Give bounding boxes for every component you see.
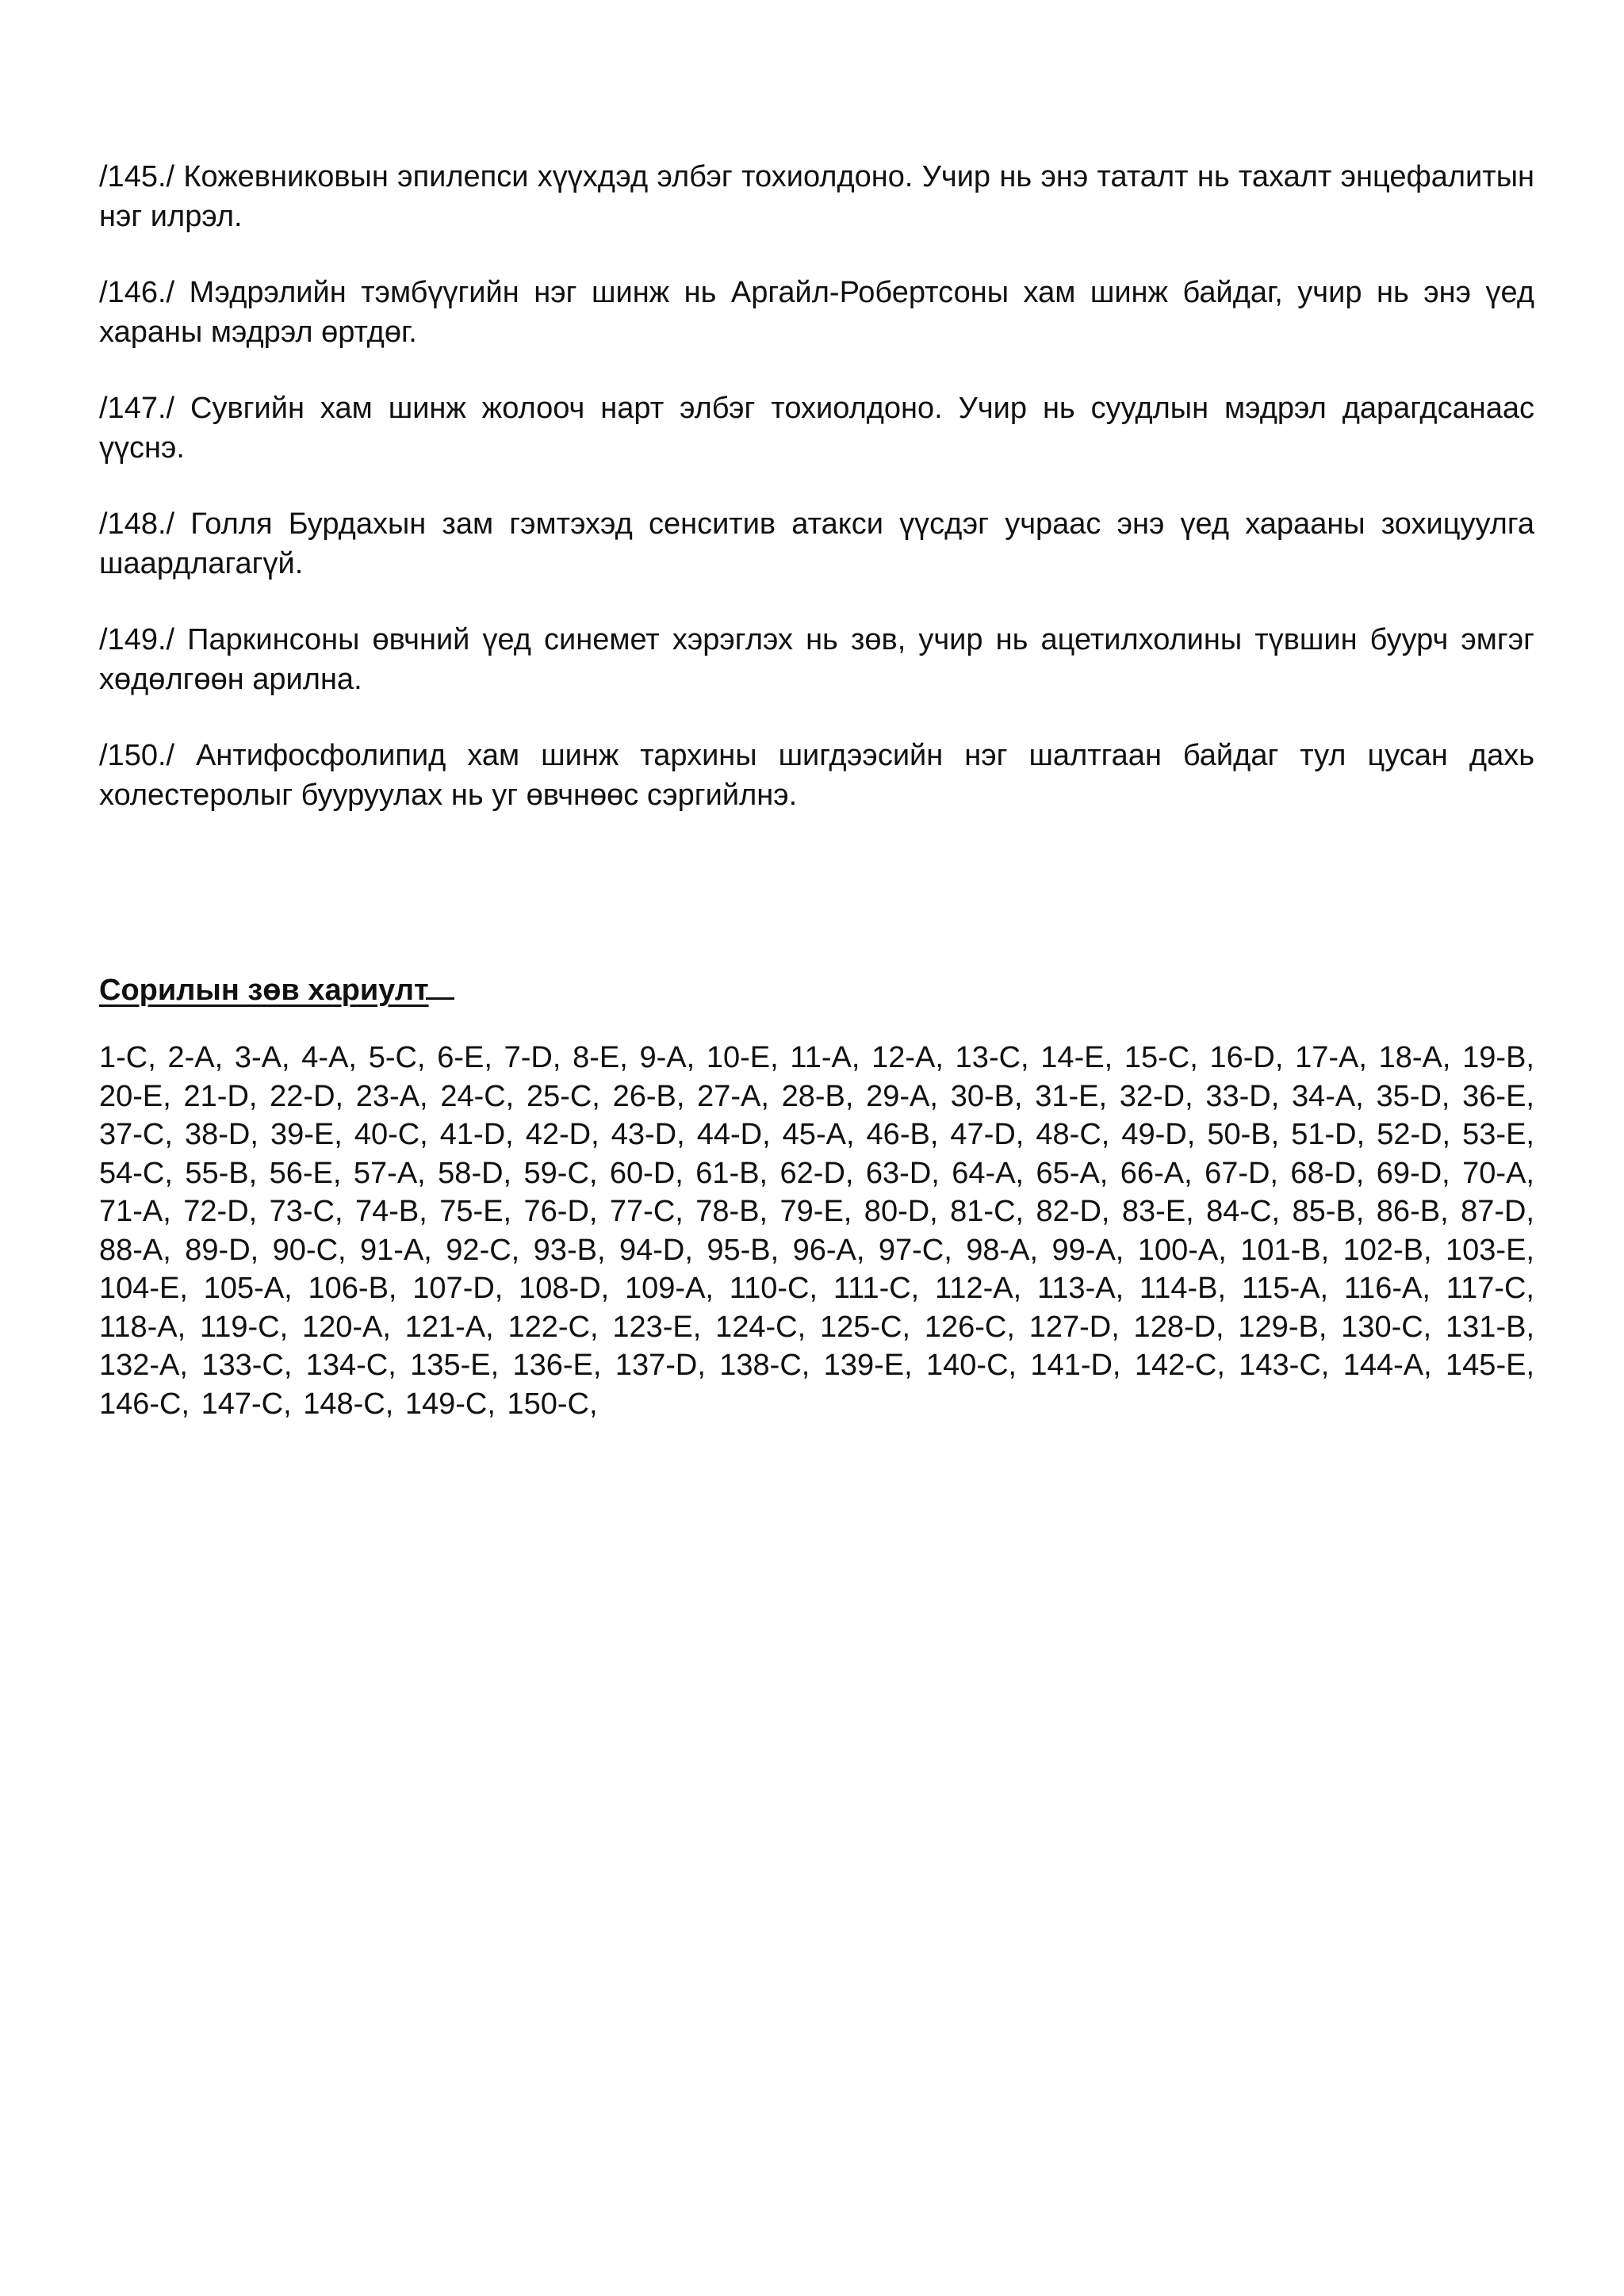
question-148: /148./ Голля Бурдахын зам гэмтэхэд сенситив атакси үүсдэг учраас энэ үед хараaны зохицуулга шаардлагагүй. [99, 507, 1534, 580]
answers-heading [99, 970, 1534, 1010]
heading-underline [426, 997, 454, 1000]
question-147: /147./ Сувгийн хам шинж жолооч нарт элбэг тохиолдоно. Учир нь суудлын мэдрэл дарагдсанаас үүснэ. [99, 392, 1534, 465]
question-145: /145./ Кожевниковын эпилепси хүүхдэд элбэг тохиолдоно. Учир нь энэ таталт нь тахалт энцефалитын нэг илрэл. [99, 160, 1534, 233]
question-146: /146./ Мэдрэлийн тэмбүүгийн нэг шинж нь Аргайл-Робертсоны хам шинж байдаг, учир нь энэ үед хараны мэдрэл өртдөг. [99, 276, 1534, 349]
question-149: /149./ Паркинсоны өвчний үед синемет хэрэглэх нь зөв, учир нь ацетилхолины түвшин буурч эмгэг хөдөлгөөн арилна. [99, 623, 1534, 696]
document-page [99, 157, 1534, 1423]
question-150: /150./ Антифосфолипид хам шинж тархины шигдээсийн нэг шалтгаан байдаг тул цусан дахь холестеролыг бууруулах нь уг өвчнөөс сэргийлнэ. [99, 739, 1534, 812]
answer-key: 1-C, 2-A, 3-A, 4-A, 5-C, 6-E, 7-D, 8-E, 9-A, 10-E, 11-A, 12-A, 13-C, 14-E, 15-C, 16-D, 17-A, 18-A, 19-B, 20-E, 21-D, 22-D, 23-A, 24-C, 25-C, 26-B, 27-A, 28-B, 29-A, 30-B, 31-E, 32-D, 33-D, 34-A, 35-D, 36-E, 37-C, 38-D, 39-E, 40-C, 41-D, 42-D, 43-D, 44-D, 45-A, 46-B, 47-D, 48-C, 49-D, 50-B, 51-D, 52-D, 53-E, 54-C, 55-B, 56-E, 57-A, 58-D, 59-C, 60-D, 61-B, 62-D, 63-D, 64-A, 65-A, 66-A, 67-D, 68-D, 69-D, 70-A, 71-A, 72-D, 73-C, 74-B, 75-E, 76-D, 77-C, 78-B, 79-E, 80-D, 81-C, 82-D, 83-E, 84-C, 85-B, 86-B, 87-D, 88-A, 89-D, 90-C, 91-A, 92-C, 93-B, 94-D, 95-B, 96-A, 97-C, 98-A, 99-A, 100-A, 101-B, 102-B, 103-E, 104-E, 105-A, 106-B, 107-D, 108-D, 109-A, 110-C, 111-C, 112-A, 113-A, 114-B, 115-A, 116-A, 117-C, 118-A, 119-C, 120-A, 121-A, 122-C, 123-E, 124-C, 125-C, 126-C, 127-D, 128-D, 129-B, 130-C, 131-B, 132-A, 133-C, 134-C, 135-E, 136-E, 137-D, 138-C, 139-E, 140-C, 141-D, 142-C, 143-C, 144-A, 145-E, 146-C, 147-C, 148-C, 149-C, 150-C, [99, 1041, 1534, 1421]
section-spacer [99, 851, 1534, 970]
answers-heading-text: Сорилын зөв хариулт [99, 974, 429, 1007]
